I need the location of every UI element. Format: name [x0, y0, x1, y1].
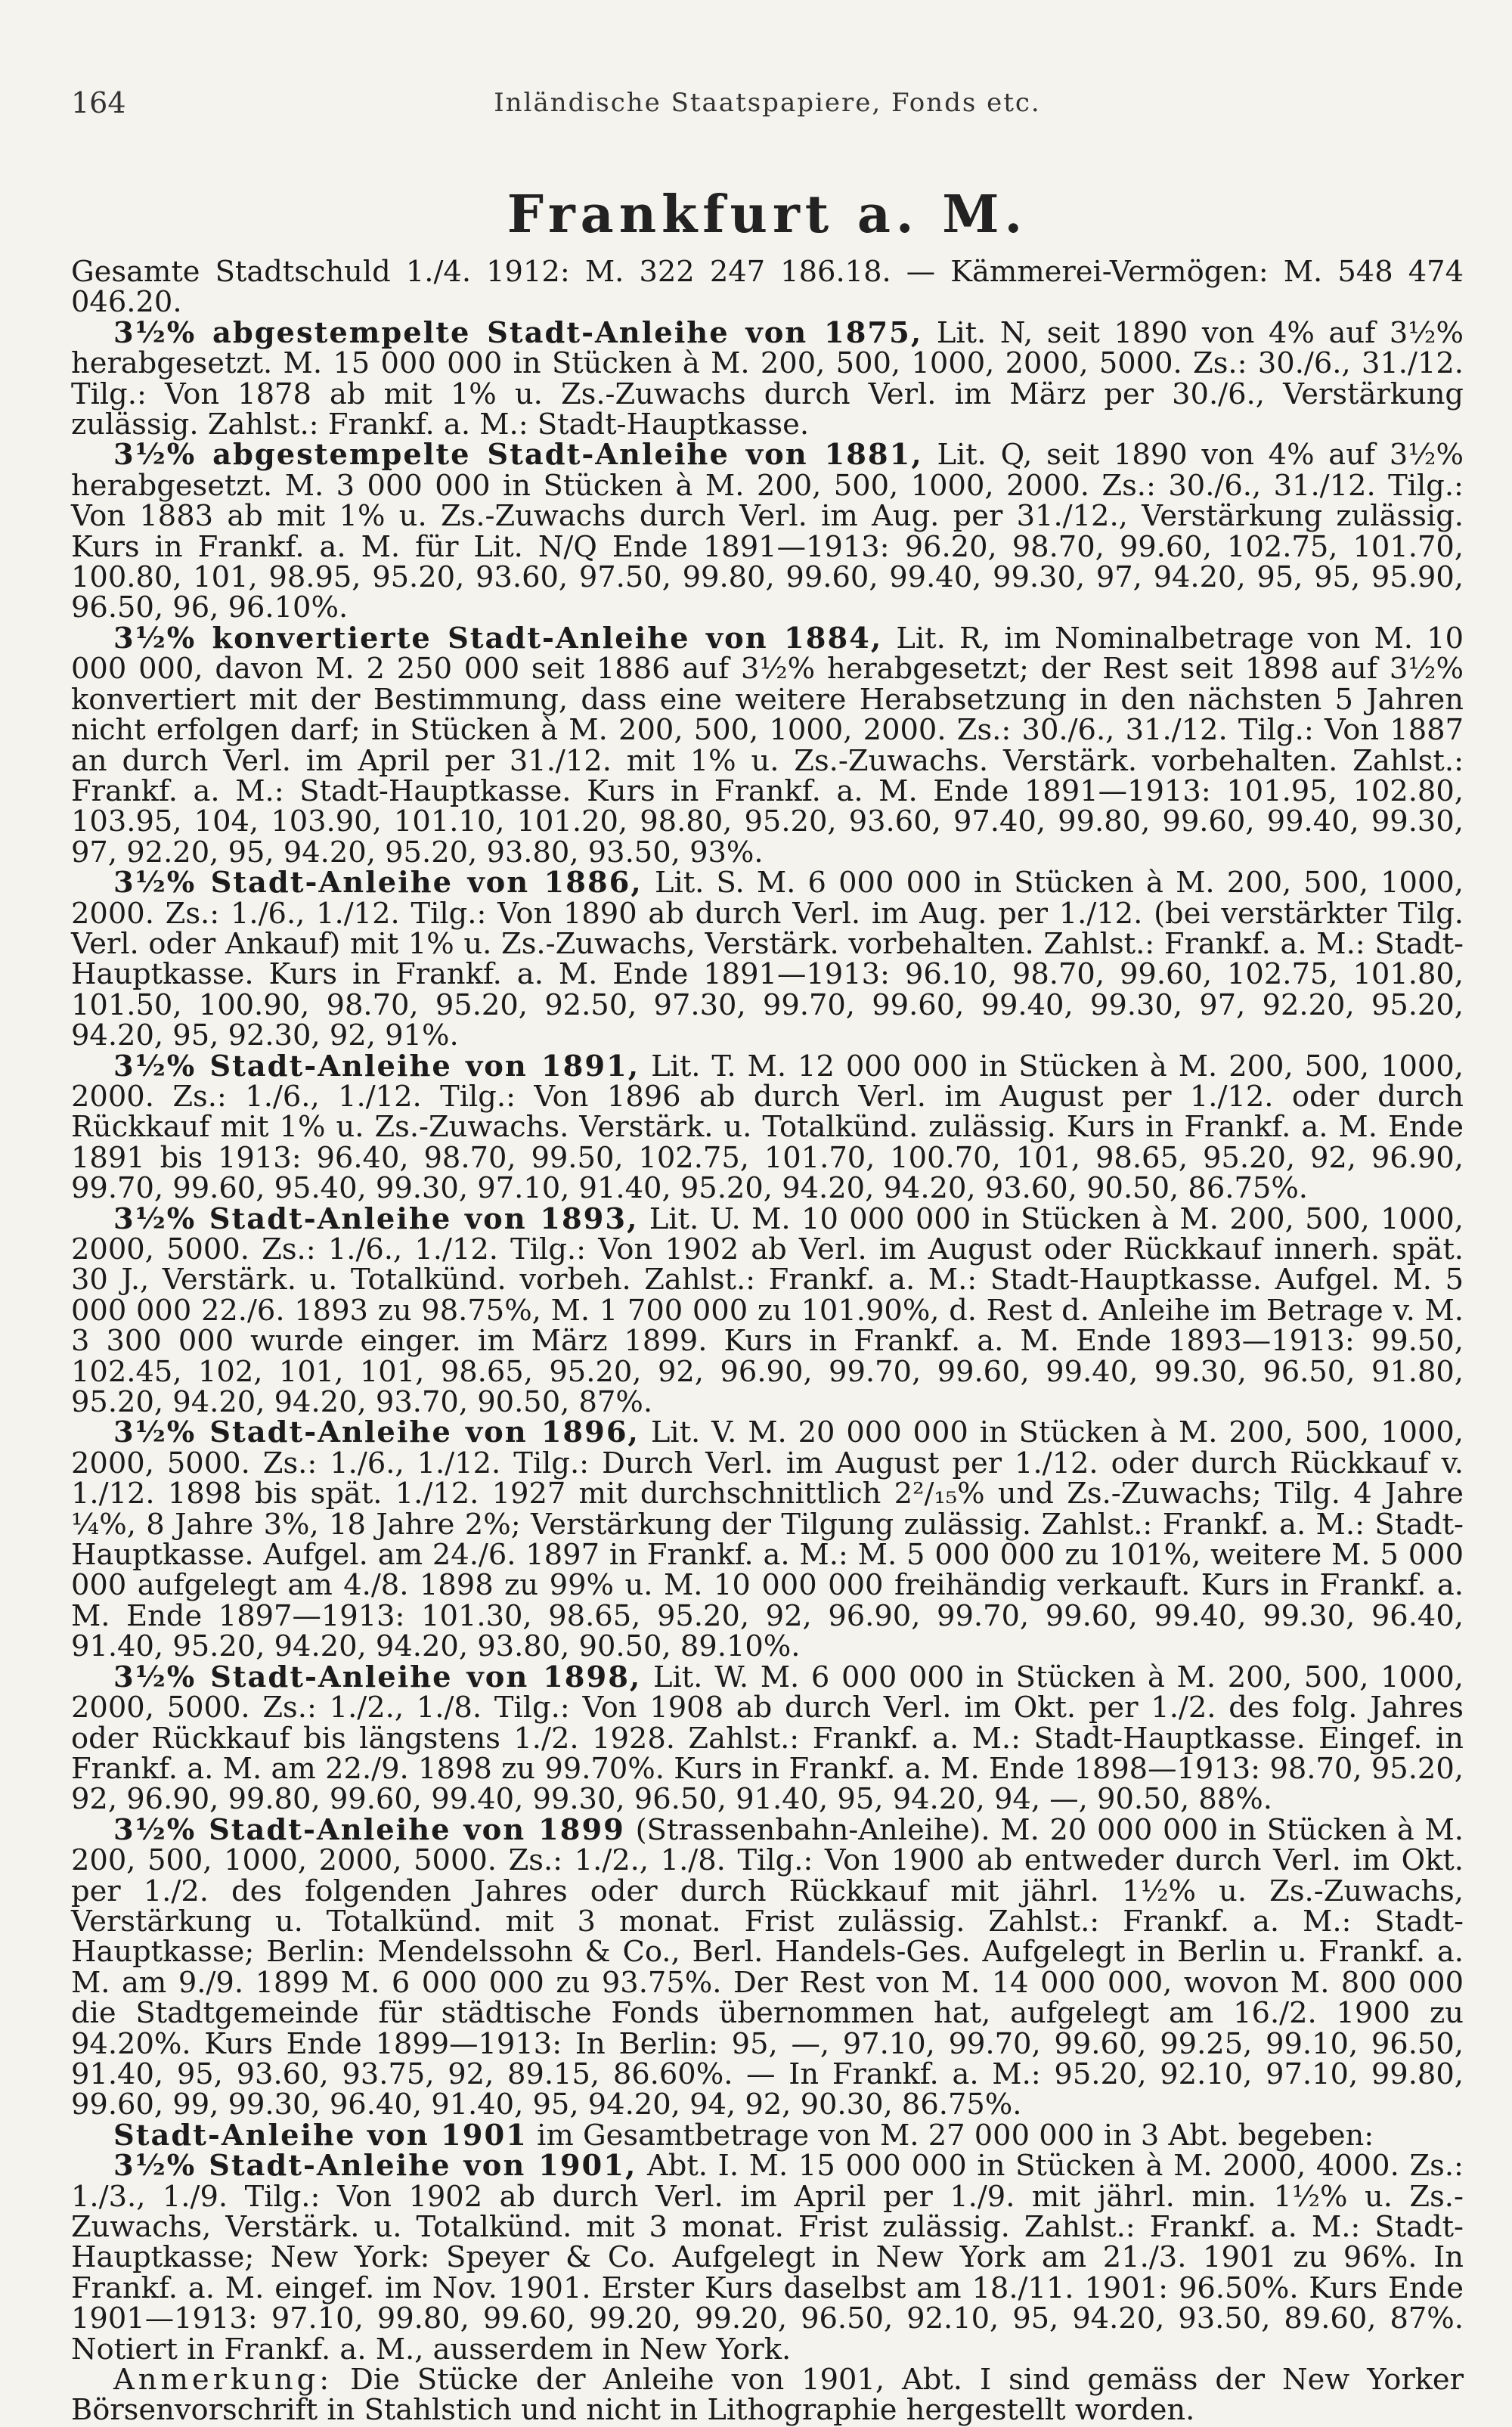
entry-heading: 3½% Stadt-Anleihe von 1898,	[113, 1660, 642, 1694]
entry-paragraph	[71, 1201, 1464, 1420]
page-number: 164	[71, 86, 126, 119]
entry-paragraph	[71, 1812, 1464, 2122]
note-heading: Anmerkung:	[113, 2363, 333, 2398]
entry-text: Lit. N, seit 1890 von 4% auf 3½% herabgesetzt. M. 15 000 000 in Stücken à M. 200, 500, 1000, 2000, 5000. Zs.: 30./6., 31./12. Tilg.: Von 1878 ab mit 1% u. Zs.-Zuwachs durch Verl. im März per 30./6., Verstärkung zulässig. Zahlst.: Frankf. a. M.: Stadt-Hauptkasse.	[71, 315, 1464, 442]
entry-heading: 3½% Stadt-Anleihe von 1886,	[113, 866, 643, 900]
entry-heading: 3½% Stadt-Anleihe von 1901,	[113, 2149, 637, 2184]
summary-paragraph: Gesamte Stadtschuld 1./4. 1912: M. 322 247 186.18. — Kämmerei-Vermögen: M. 548 474 046.20.	[71, 255, 1464, 320]
entry-paragraph	[71, 1049, 1464, 1206]
entry-text: Lit. T. M. 12 000 000 in Stücken à M. 200, 500, 1000, 2000. Zs.: 1./6., 1./12. Tilg.: Von 1896 ab durch Verl. im August per 1./12. oder durch Rückkauf mit 1% u. Zs.-Zuwachs. Verstärk. u. Totalkünd. zulässig. Kurs in Frankf. a. M. Ende 1891 bis 1913: 96.40, 98.70, 99.50, 102.75, 101.70, 100.70, 101, 98.65, 95.20, 92, 96.90, 99.70, 99.60, 95.40, 99.30, 97.10, 91.40, 95.20, 94.20, 94.20, 93.60, 90.50, 86.75%.	[71, 1049, 1464, 1206]
entry-paragraph	[71, 2118, 1464, 2153]
entry-text: Lit. W. M. 6 000 000 in Stücken à M. 200, 500, 1000, 2000, 5000. Zs.: 1./2., 1./8. Tilg.: Von 1908 ab durch Verl. im Okt. per 1./2. des folg. Jahres oder Rückkauf bis längstens 1./2. 1928. Zahlst.: Frankf. a. M.: Stadt-Hauptkasse. Eingef. in Frankf. a. M. am 22./9. 1898 zu 99.70%. Kurs in Frankf. a. M. Ende 1898—1913: 98.70, 95.20, 92, 96.90, 99.80, 99.60, 99.40, 99.30, 96.50, 91.40, 95, 94.20, 94, —, 90.50, 88%.	[71, 1660, 1464, 1817]
entry-heading: 3½% konvertierte Stadt-Anleihe von 1884,	[113, 621, 883, 656]
entry-paragraph	[71, 621, 1464, 869]
entry-heading: 3½% Stadt-Anleihe von 1891,	[113, 1049, 640, 1083]
section-title: Frankfurt a. M.	[507, 184, 1028, 245]
entry-text: Lit. V. M. 20 000 000 in Stücken à M. 200, 500, 1000, 2000, 5000. Zs.: 1./6., 1./12. Tilg.: Durch Verl. im August per 1./12. oder durch Rückkauf v. 1./12. 1898 bis spät. 1./12. 1927 mit durchschnittlich 2²/₁₅% und Zs.-Zuwachs; Tilg. 4 Jahre ¼%, 8 Jahre 3%, 18 Jahre 2%; Verstärkung der Tilgung zulässig. Zahlst.: Frankf. a. M.: Stadt-Hauptkasse. Aufgel. am 24./6. 1897 in Frankf. a. M.: M. 5 000 000 zu 101%, weitere M. 5 000 000 aufgelegt am 4./8. 1898 zu 99% u. M. 10 000 000 freihändig verkauft. Kurs in Frankf. a. M. Ende 1897—1913: 101.30, 98.65, 95.20, 92, 96.90, 99.70, 99.60, 99.40, 99.30, 96.40, 91.40, 95.20, 94.20, 94.20, 93.80, 90.50, 89.10%.	[71, 1415, 1464, 1664]
entry-paragraph	[71, 1415, 1464, 1664]
note-paragraph	[71, 2365, 1464, 2426]
entry-text: Lit. U. M. 10 000 000 in Stücken à M. 200, 500, 1000, 2000, 5000. Zs.: 1./6., 1./12. Tilg.: Von 1902 ab Verl. im August oder Rückkauf innerh. spät. 30 J., Verstärk. u. Totalkünd. vorbeh. Zahlst.: Frankf. a. M.: Stadt-Hauptkasse. Aufgel. M. 5 000 000 22./6. 1893 zu 98.75%, M. 1 700 000 zu 101.90%, d. Rest d. Anleihe im Betrage v. M. 3 300 000 wurde einger. im März 1899. Kurs in Frankf. a. M. Ende 1893—1913: 99.50, 102.45, 102, 101, 101, 98.65, 95.20, 92, 96.90, 99.70, 99.60, 99.40, 99.30, 96.50, 91.80, 95.20, 94.20, 94.20, 93.70, 90.50, 87%.	[71, 1201, 1464, 1420]
entry-heading: Stadt-Anleihe von 1901	[113, 2118, 528, 2153]
entry-text: Lit. Q, seit 1890 von 4% auf 3½% herabgesetzt. M. 3 000 000 in Stücken à M. 200, 500, 1000, 2000. Zs.: 30./6., 31./12. Tilg.: Von 1883 ab mit 1% u. Zs.-Zuwachs durch Verl. im Aug. per 31./12., Verstärkung zulässig. Kurs in Frankf. a. M. für Lit. N/Q Ende 1891—1913: 96.20, 98.70, 99.60, 102.75, 101.70, 100.80, 101, 98.95, 95.20, 93.60, 97.50, 99.80, 99.60, 99.40, 99.30, 97, 94.20, 95, 95, 95.90, 96.50, 96, 96.10%.	[71, 438, 1464, 625]
entry-text: Lit. R, im Nominalbetrage von M. 10 000 000, davon M. 2 250 000 seit 1886 auf 3½% herabgesetzt; der Rest seit 1898 auf 3½% konvertiert mit der Bestimmung, dass eine weitere Herabsetzung in den nächsten 5 Jahren nicht erfolgen darf; in Stücken à M. 200, 500, 1000, 2000. Zs.: 30./6., 31./12. Tilg.: Von 1887 an durch Verl. im April per 31./12. mit 1% u. Zs.-Zuwachs. Verstärk. vorbehalten. Zahlst.: Frankf. a. M.: Stadt-Hauptkasse. Kurs in Frankf. a. M. Ende 1891—1913: 101.95, 102.80, 103.95, 104, 103.90, 101.10, 101.20, 98.80, 95.20, 93.60, 97.40, 99.80, 99.60, 99.40, 99.30, 97, 92.20, 95, 94.20, 95.20, 93.80, 93.50, 93%.	[71, 621, 1464, 869]
entry-heading: 3½% Stadt-Anleihe von 1899	[113, 1812, 625, 1847]
entry-heading: 3½% Stadt-Anleihe von 1893,	[113, 1201, 639, 1236]
entry-heading: 3½% abgestempelte Stadt-Anleihe von 1881,	[113, 438, 923, 473]
body-text	[71, 257, 1464, 2426]
running-title: Inländische Staatspapiere, Fonds etc.	[494, 88, 1041, 118]
entry-paragraph	[71, 868, 1464, 1051]
entry-heading: 3½% Stadt-Anleihe von 1896,	[113, 1415, 640, 1450]
entry-text: Abt. I. M. 15 000 000 in Stücken à M. 2000, 4000. Zs.: 1./3., 1./9. Tilg.: Von 1902 ab durch Verl. im April per 1./9. mit jährl. min. 1½% u. Zs.-Zuwachs, Verstärk. u. Totalkünd. mit 3 monat. Frist zulässig. Zahlst.: Frankf. a. M.: Stadt-Hauptkasse; New York: Speyer & Co. Aufgelegt in New York am 21./3. 1901 zu 96%. In Frankf. a. M. eingef. im Nov. 1901. Erster Kurs daselbst am 18./11. 1901: 96.50%. Kurs Ende 1901—1913: 97.10, 99.80, 99.60, 99.20, 99.20, 96.50, 92.10, 95, 94.20, 93.50, 89.60, 87%. Notiert in Frankf. a. M., ausserdem in New York.	[71, 2149, 1464, 2367]
entry-paragraph	[71, 315, 1464, 442]
entry-heading: 3½% abgestempelte Stadt-Anleihe von 1875,	[113, 315, 923, 350]
running-header	[71, 76, 1464, 119]
entry-text: Lit. S. M. 6 000 000 in Stücken à M. 200, 500, 1000, 2000. Zs.: 1./6., 1./12. Tilg.: Von 1890 ab durch Verl. im Aug. per 1./12. (bei verstärkter Tilg. Verl. oder Ankauf) mit 1% u. Zs.-Zuwachs, Verstärk. vorbehalten. Zahlst.: Frankf. a. M.: Stadt-Hauptkasse. Kurs in Frankf. a. M. Ende 1891—1913: 96.10, 98.70, 99.60, 102.75, 101.80, 101.50, 100.90, 98.70, 95.20, 92.50, 97.30, 99.70, 99.60, 99.40, 99.30, 97, 92.20, 95.20, 94.20, 95, 92.30, 92, 91%.	[71, 866, 1464, 1053]
entry-paragraph	[71, 2151, 1464, 2365]
note-text: Die Stücke der Anleihe von 1901, Abt. I sind gemäss der New Yorker Börsenvorschrift in Stahlstich und nicht in Lithographie hergestellt worden.	[71, 2363, 1464, 2427]
entry-paragraph	[71, 440, 1464, 623]
entry-paragraph	[71, 1660, 1464, 1817]
entry-text: (Strassenbahn-Anleihe). M. 20 000 000 in Stücken à M. 200, 500, 1000, 2000, 5000. Zs.: 1./2., 1./8. Tilg.: Von 1900 ab entweder durch Verl. im Okt. per 1./2. des folgenden Jahres oder durch Rückkauf mit jährl. 1½% u. Zs.-Zuwachs, Verstärkung u. Totalkünd. mit 3 monat. Frist zulässig. Zahlst.: Frankf. a. M.: Stadt-Hauptkasse; Berlin: Mendelssohn & Co., Berl. Handels-Ges. Aufgelegt in Berlin u. Frankf. a. M. am 9./9. 1899 M. 6 000 000 zu 93.75%. Der Rest von M. 14 000 000, wovon M. 800 000 die Stadtgemeinde für städtische Fonds übernommen hat, aufgelegt am 16./2. 1900 zu 94.20%. Kurs Ende 1899—1913: In Berlin: 95, —, 97.10, 99.70, 99.60, 99.25, 99.10, 96.50, 91.40, 95, 93.60, 93.75, 92, 89.15, 86.60%. — In Frankf. a. M.: 95.20, 92.10, 97.10, 99.80, 99.60, 99, 99.30, 96.40, 91.40, 95, 94.20, 94, 92, 90.30, 86.75%.	[71, 1812, 1464, 2122]
entry-text: im Gesamtbetrage von M. 27 000 000 in 3 Abt. begeben:	[527, 2118, 1374, 2153]
